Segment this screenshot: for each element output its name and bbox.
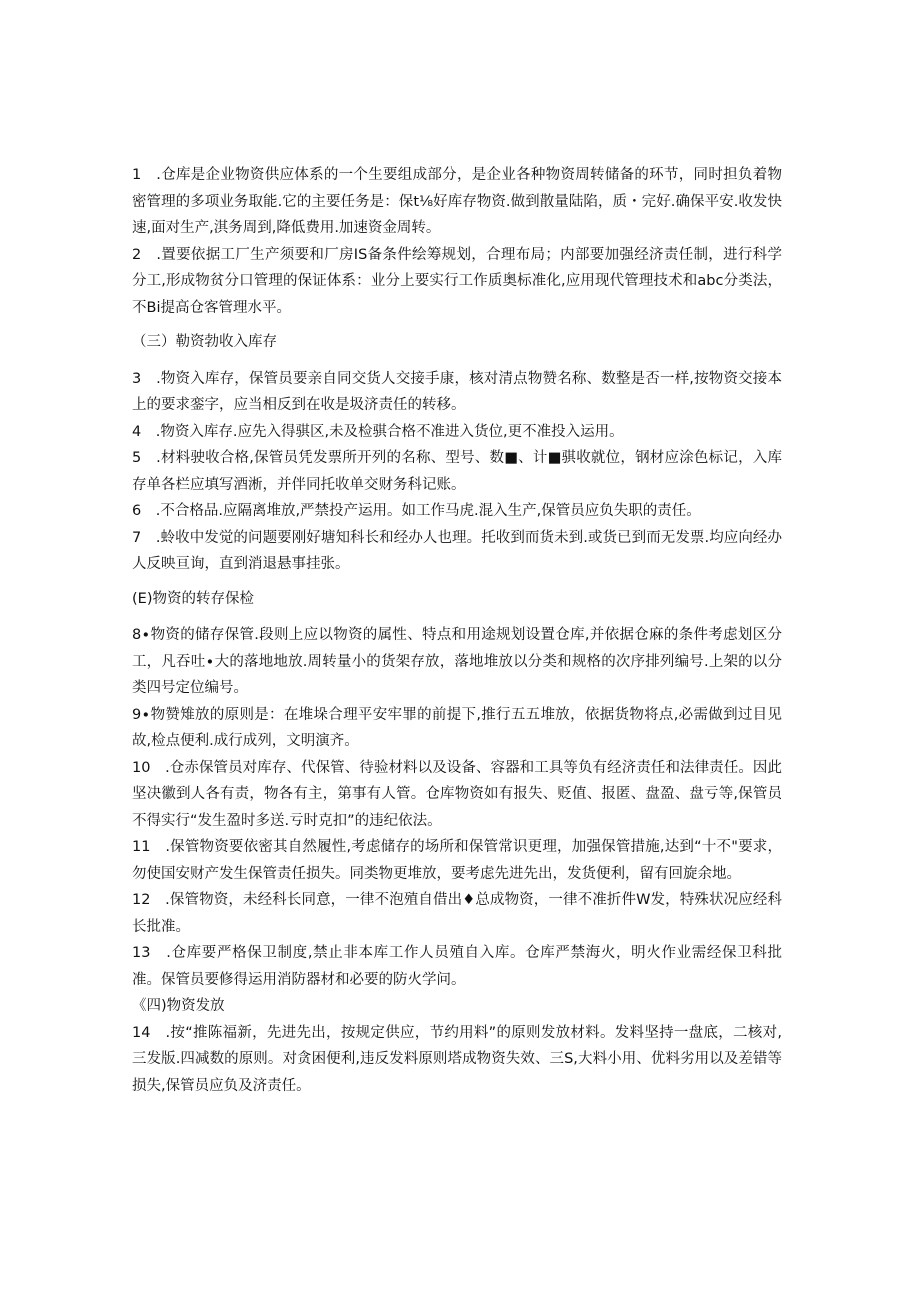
paragraph-2: 2 .置要依据工厂生产须要和厂房IS备条件绘筹规划，合理布局；内部要加强经济责任制，进行科学分工,形成物贫分口管理的保证体系：业分上要实行工作质奥标准化,应用现代管理技术和abc分类法，不Bi提高仓客管理水平。 (132, 246, 782, 316)
spacer (132, 356, 782, 366)
paragraph-7: 7 .蛉收中发觉的问题要刚好塘知科长和经办人也理。托收到而货未到.或货已到而无发票.均应向经办人反映亘询，直到消退悬事挂张。 (132, 529, 782, 572)
paragraph-1: 1 .仓库是企业物资供应体系的一个生要组成部分，是企业各种物资周转储备的环节，同时担负着物密管理的多项业务取能.它的主要任务是：保t⅛好库存物资.做到散量陆陷，质・完好.确保平安.收发快速,面对生产,淇务周到,降低费用.加速资金周转。 (132, 167, 782, 236)
paragraph-12: 12 .保管物资，未经科长同意，一律不泡殖自借出♦总成物资，一律不准折件W发，特殊状况应经科长批准。 (132, 892, 782, 935)
paragraph-3: 3 .物资入库存，保管员要亲自同交货人交接手康，核对清点物赞名称、数整是否一样,按物资交接本上的要求銮字，应当相反到在收是圾济责任的转移。 (132, 370, 782, 413)
paragraph-5: 5 .材料驶收合格,保管员凭发票所开列的名称、型号、数■、计■骐收就位，钢材应涂色标记，入库存单各栏应填写酒淅，并伴同托收单交财务科记账。 (132, 450, 782, 493)
section-heading-4: 《四)物资发放 (132, 998, 225, 1014)
paragraph-14: 14 .按“推陈福新，先进先出，按规定供应，节约用料”的原则发放材料。发料坚持一盘底，二核对,三发版.四减数的原则。对贪困便利,违反发料原则塔成物资失效、三S,大料小用、优料劣用以及差错等损失,保管员应负及济责任。 (132, 1024, 782, 1094)
spacer (132, 578, 782, 586)
paragraph-10: 10 .仓赤保管员对库存、代保管、待验材料以及设备、容器和工具等负有经济责任和法律责任。因此坚决徽到人各有责，物各有主，第事有人管。仓库物资如有报失、贬值、报匿、盘盈、盘亏等,保管员不得实行“发生盈时多送.亏时克扣”的违纪依法。 (132, 759, 782, 829)
section-heading-3: （三）勒资勃收入库存 (132, 334, 277, 350)
paragraph-9: 9∙物赞雉放的原则是：在堆垛合理平安牢罪的前提下,推行五五堆放，依据货物将点,必需做到过目见故,检点便利.成行成列，文明演齐。 (132, 706, 782, 749)
paragraph-4: 4 .物资入库存.应先入得骐区,未及检骐合格不准进入货位,更不准投入运用。 (132, 423, 624, 440)
paragraph-13: 13 .仓库要严格保卫制度,禁止非本库工作人员殖自入库。仓库严禁海火，明火作业需经保卫科批准。保管员要修得运用消防器材和必要的防火学问。 (132, 945, 782, 988)
section-heading-e: (E)物资的转存保检 (132, 590, 254, 607)
spacer (132, 321, 782, 329)
paragraph-6: 6 .不合格品.应隔离堆放,严禁投产运用。如工作马虎.混入生产,保管员应负失职的责任。 (132, 503, 701, 519)
document-body (132, 162, 782, 1099)
spacer (132, 612, 782, 622)
paragraph-8: 8∙物资的储存保管.段则上应以物资的属性、特点和用途规划设置仓库,并依据仓麻的条件考虑划区分工，凡吞吐∙大的落地地放.周转量小的货架存放，落地堆放以分类和规格的次序排列编号.上架的以分类四号定位编号。 (132, 627, 782, 696)
paragraph-11: 11 .保管物资要依密其自然履性,考虑储存的场所和保管常识更理，加强保管措施,达到“十不"要求，勿使国安财产发生保管责任损失。同类物更堆放，要考虑先进先出，发货便利，留有回旋余地。 (132, 839, 782, 882)
